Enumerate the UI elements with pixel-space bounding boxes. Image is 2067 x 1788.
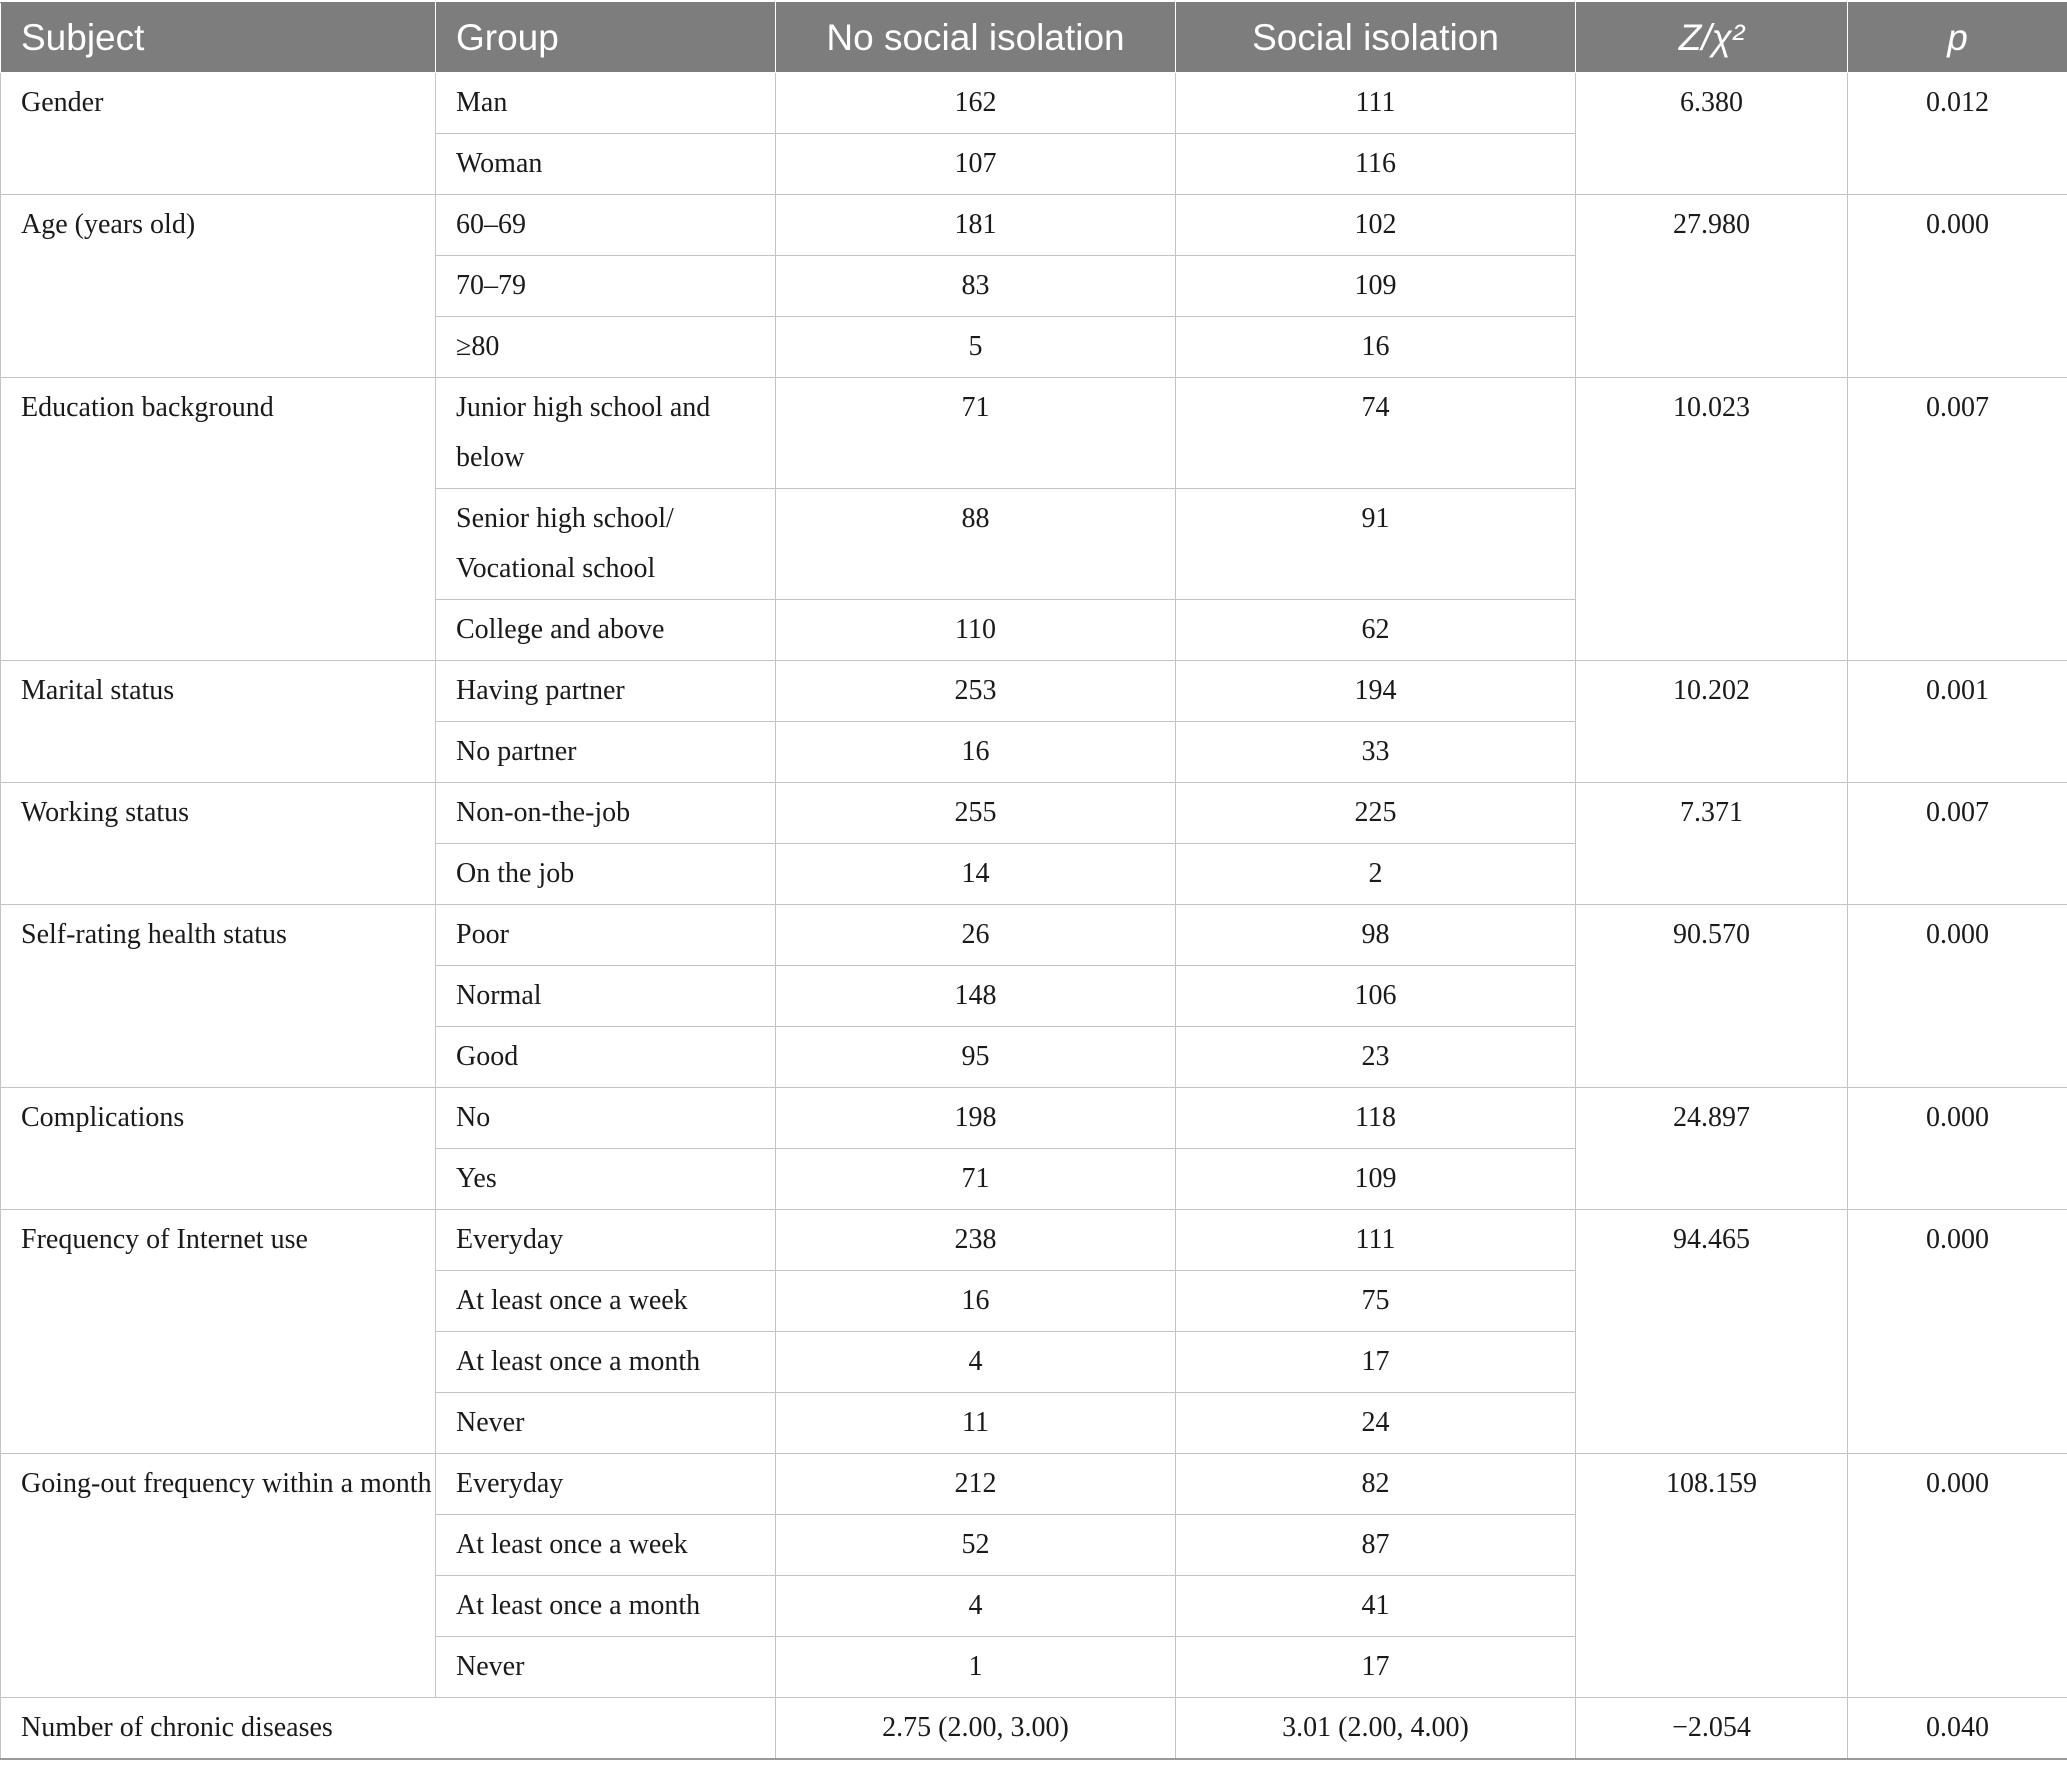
no-social-isolation-cell: 162 xyxy=(776,73,1176,134)
social-isolation-cell: 33 xyxy=(1176,722,1576,783)
group-cell: Yes xyxy=(436,1149,776,1210)
social-isolation-cell: 2 xyxy=(1176,844,1576,905)
demographics-table xyxy=(0,2,2067,1760)
social-isolation-cell: 91 xyxy=(1176,489,1576,600)
no-social-isolation-cell: 4 xyxy=(776,1576,1176,1637)
group-cell: College and above xyxy=(436,600,776,661)
social-isolation-cell: 109 xyxy=(1176,256,1576,317)
no-social-isolation-cell: 71 xyxy=(776,1149,1176,1210)
social-isolation-cell: 74 xyxy=(1176,378,1576,489)
no-social-isolation-cell: 16 xyxy=(776,1271,1176,1332)
statistic-cell: 24.897 xyxy=(1576,1088,1848,1210)
social-isolation-cell: 82 xyxy=(1176,1454,1576,1515)
social-isolation-cell: 111 xyxy=(1176,73,1576,134)
no-social-isolation-cell: 107 xyxy=(776,134,1176,195)
table-row xyxy=(1,1454,2067,1515)
header-subject: Subject xyxy=(1,3,436,73)
social-isolation-cell: 102 xyxy=(1176,195,1576,256)
group-cell: Everyday xyxy=(436,1454,776,1515)
header-p xyxy=(1848,3,2067,73)
social-isolation-cell: 118 xyxy=(1176,1088,1576,1149)
subject-cell: Gender xyxy=(1,73,436,195)
p-value-cell: 0.000 xyxy=(1848,195,2067,378)
social-isolation-cell: 98 xyxy=(1176,905,1576,966)
header-statistic xyxy=(1576,3,1848,73)
no-social-isolation-cell: 238 xyxy=(776,1210,1176,1271)
social-isolation-cell: 17 xyxy=(1176,1332,1576,1393)
subject-cell: Going-out frequency within a month xyxy=(1,1454,436,1698)
group-cell: No partner xyxy=(436,722,776,783)
group-cell: No xyxy=(436,1088,776,1149)
header-p-label: p xyxy=(1947,17,1968,58)
table-row xyxy=(1,73,2067,134)
no-social-isolation-cell: 1 xyxy=(776,1637,1176,1698)
social-isolation-cell: 106 xyxy=(1176,966,1576,1027)
no-social-isolation-cell: 88 xyxy=(776,489,1176,600)
no-social-isolation-cell: 71 xyxy=(776,378,1176,489)
statistic-cell: 27.980 xyxy=(1576,195,1848,378)
social-isolation-cell: 87 xyxy=(1176,1515,1576,1576)
group-cell: Non-on-the-job xyxy=(436,783,776,844)
p-value-cell: 0.001 xyxy=(1848,661,2067,783)
no-social-isolation-cell: 212 xyxy=(776,1454,1176,1515)
statistic-cell: −2.054 xyxy=(1576,1698,1848,1759)
group-cell: Never xyxy=(436,1393,776,1454)
group-cell: At least once a week xyxy=(436,1515,776,1576)
social-isolation-cell: 194 xyxy=(1176,661,1576,722)
group-cell: At least once a month xyxy=(436,1332,776,1393)
table-row xyxy=(1,1088,2067,1149)
p-value-cell: 0.007 xyxy=(1848,378,2067,661)
subject-cell: Marital status xyxy=(1,661,436,783)
statistic-cell: 10.202 xyxy=(1576,661,1848,783)
p-value-cell: 0.000 xyxy=(1848,1088,2067,1210)
statistic-cell: 7.371 xyxy=(1576,783,1848,905)
no-social-isolation-cell: 11 xyxy=(776,1393,1176,1454)
social-isolation-cell: 62 xyxy=(1176,600,1576,661)
group-cell: Never xyxy=(436,1637,776,1698)
group-cell: Having partner xyxy=(436,661,776,722)
p-value-cell: 0.000 xyxy=(1848,905,2067,1088)
social-isolation-cell: 23 xyxy=(1176,1027,1576,1088)
social-isolation-cell: 116 xyxy=(1176,134,1576,195)
no-social-isolation-cell: 16 xyxy=(776,722,1176,783)
social-isolation-cell: 75 xyxy=(1176,1271,1576,1332)
no-social-isolation-cell: 255 xyxy=(776,783,1176,844)
header-social-isolation: Social isolation xyxy=(1176,3,1576,73)
no-social-isolation-cell: 26 xyxy=(776,905,1176,966)
statistic-cell: 94.465 xyxy=(1576,1210,1848,1454)
p-value-cell: 0.000 xyxy=(1848,1210,2067,1454)
statistic-cell: 6.380 xyxy=(1576,73,1848,195)
social-isolation-cell: 109 xyxy=(1176,1149,1576,1210)
group-cell: On the job xyxy=(436,844,776,905)
subject-cell: Complications xyxy=(1,1088,436,1210)
group-cell: Poor xyxy=(436,905,776,966)
table-row xyxy=(1,1210,2067,1271)
group-cell: Woman xyxy=(436,134,776,195)
statistic-cell: 90.570 xyxy=(1576,905,1848,1088)
social-isolation-cell: 111 xyxy=(1176,1210,1576,1271)
no-social-isolation-cell: 2.75 (2.00, 3.00) xyxy=(776,1698,1176,1759)
group-cell: Normal xyxy=(436,966,776,1027)
table-row xyxy=(1,661,2067,722)
table-body xyxy=(1,73,2067,1759)
header-row xyxy=(1,3,2067,73)
no-social-isolation-cell: 181 xyxy=(776,195,1176,256)
header-no-social-isolation: No social isolation xyxy=(776,3,1176,73)
subject-cell: Number of chronic diseases xyxy=(1,1698,776,1759)
group-cell: ≥80 xyxy=(436,317,776,378)
statistic-cell: 108.159 xyxy=(1576,1454,1848,1698)
social-isolation-cell: 24 xyxy=(1176,1393,1576,1454)
header-statistic-label: Z/χ² xyxy=(1678,17,1745,58)
no-social-isolation-cell: 14 xyxy=(776,844,1176,905)
table-row xyxy=(1,905,2067,966)
social-isolation-cell: 225 xyxy=(1176,783,1576,844)
table-row xyxy=(1,378,2067,489)
group-cell: At least once a week xyxy=(436,1271,776,1332)
subject-cell: Working status xyxy=(1,783,436,905)
group-cell: Senior high school/ Vocational school xyxy=(436,489,776,600)
group-cell: Good xyxy=(436,1027,776,1088)
no-social-isolation-cell: 5 xyxy=(776,317,1176,378)
p-value-cell: 0.012 xyxy=(1848,73,2067,195)
no-social-isolation-cell: 95 xyxy=(776,1027,1176,1088)
p-value-cell: 0.040 xyxy=(1848,1698,2067,1759)
no-social-isolation-cell: 253 xyxy=(776,661,1176,722)
table-row-chronic xyxy=(1,1698,2067,1759)
group-cell: 60–69 xyxy=(436,195,776,256)
no-social-isolation-cell: 4 xyxy=(776,1332,1176,1393)
p-value-cell: 0.007 xyxy=(1848,783,2067,905)
table-row xyxy=(1,783,2067,844)
no-social-isolation-cell: 52 xyxy=(776,1515,1176,1576)
group-cell: 70–79 xyxy=(436,256,776,317)
header-group: Group xyxy=(436,3,776,73)
social-isolation-cell: 17 xyxy=(1176,1637,1576,1698)
no-social-isolation-cell: 148 xyxy=(776,966,1176,1027)
statistic-cell: 10.023 xyxy=(1576,378,1848,661)
subject-cell: Age (years old) xyxy=(1,195,436,378)
no-social-isolation-cell: 110 xyxy=(776,600,1176,661)
p-value-cell: 0.000 xyxy=(1848,1454,2067,1698)
subject-cell: Self-rating health status xyxy=(1,905,436,1088)
no-social-isolation-cell: 83 xyxy=(776,256,1176,317)
subject-cell: Frequency of Internet use xyxy=(1,1210,436,1454)
social-isolation-cell: 41 xyxy=(1176,1576,1576,1637)
no-social-isolation-cell: 198 xyxy=(776,1088,1176,1149)
social-isolation-cell: 16 xyxy=(1176,317,1576,378)
subject-cell: Education background xyxy=(1,378,436,661)
social-isolation-cell: 3.01 (2.00, 4.00) xyxy=(1176,1698,1576,1759)
group-cell: Everyday xyxy=(436,1210,776,1271)
table-row xyxy=(1,195,2067,256)
group-cell: Man xyxy=(436,73,776,134)
group-cell: At least once a month xyxy=(436,1576,776,1637)
group-cell: Junior high school and below xyxy=(436,378,776,489)
